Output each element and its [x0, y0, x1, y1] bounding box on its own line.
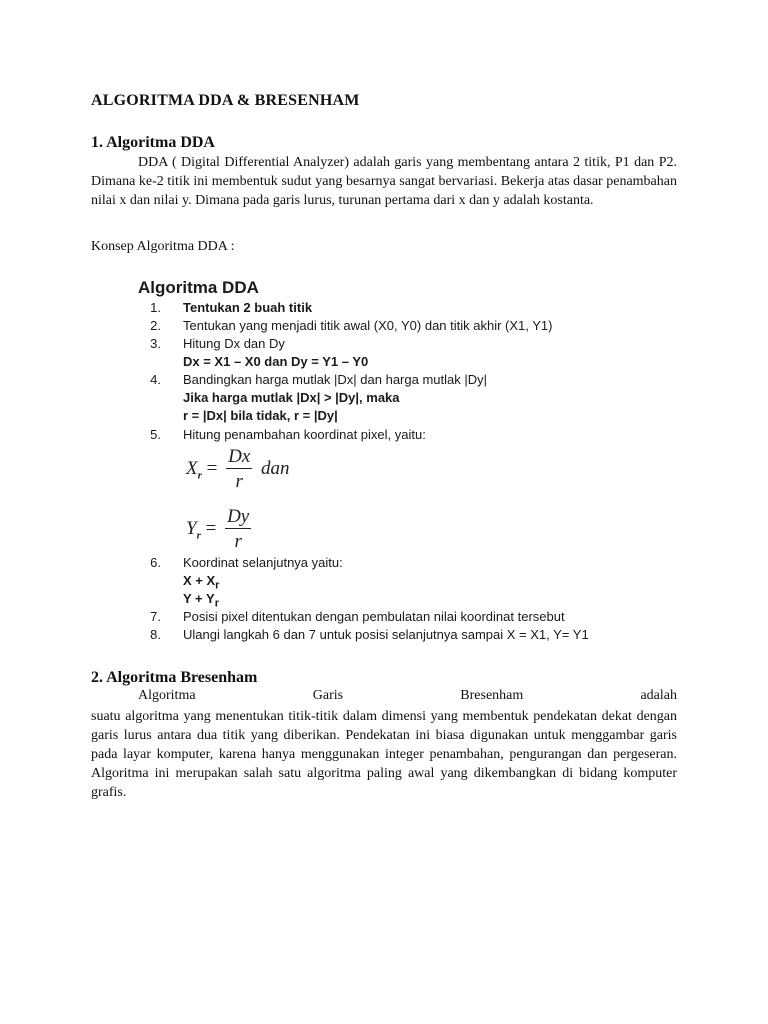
formula-yr-denominator: r: [234, 531, 242, 552]
formula-xr-suffix: dan: [261, 457, 290, 479]
step-2: [136, 318, 552, 333]
step-4: [136, 372, 487, 387]
section1-paragraph: [91, 153, 677, 210]
step-text: Posisi pixel ditentukan dengan pembulatan nilai koordinat tersebut: [183, 609, 565, 624]
step-text: Tentukan yang menjadi titik awal (X0, Y0) dan titik akhir (X1, Y1): [183, 318, 553, 333]
step-4-condition: Jika harga mutlak |Dx| > |Dy|, maka: [183, 390, 400, 405]
step-6-x-text: X + X: [183, 573, 216, 588]
step-text: Hitung Dx dan Dy: [183, 336, 285, 351]
section2-first-line: [91, 688, 677, 704]
section1-paragraph-text: DDA ( Digital Differential Analyzer) adalah garis yang membentang antara 2 titik, P1 dan P2. Dimana ke-2 titik ini membentuk sudut yang besarnya sangat bervariasi. Bekerja atas dasar penambahan nilai x dan nilai y. Dimana pada garis lurus, turunan pertama dari x dan y adalah kostanta.: [91, 155, 677, 208]
dda-algorithm-figure: [136, 278, 636, 648]
word: Bresenham: [460, 688, 524, 703]
formula-xr-subscript: r: [197, 469, 202, 482]
word: Algoritma: [138, 688, 196, 703]
step-8: [136, 627, 589, 642]
step-number: 4.: [150, 372, 161, 387]
step-1: [136, 300, 312, 315]
step-number: 7.: [150, 609, 161, 624]
step-5: [136, 427, 426, 442]
section2-paragraph: suatu algoritma yang menentukan titik-titik dalam dimensi yang membentuk pendekatan dekat dengan garis lurus antara dua titik yang diberikan. Pendekatan ini biasa digunakan untuk menggambar garis pada layar komputer, karena hanya menggunakan integer penambahan, pengurangan dan pergeseran. Algoritma ini merupakan salah satu algoritma paling awal yang dikembangkan di bidang komputer grafis.: [91, 709, 677, 800]
formula-yr-numerator: Dy: [227, 506, 250, 527]
step-number: 3.: [150, 336, 161, 351]
formula-xr-lhs: X: [186, 457, 198, 479]
step-6: [136, 555, 343, 570]
step-number: 8.: [150, 627, 161, 642]
word: Garis: [312, 688, 344, 703]
step-text: Ulangi langkah 6 dan 7 untuk posisi selanjutnya sampai X = X1, Y= Y1: [183, 627, 589, 642]
step-3: [136, 336, 285, 351]
figure-title: Algoritma DDA: [138, 278, 259, 297]
formula-yr-subscript: r: [196, 529, 201, 542]
step-6-y: [183, 591, 219, 610]
step-number: 1.: [150, 300, 161, 315]
step-number: 6.: [150, 555, 161, 570]
step-7: [136, 609, 565, 624]
formula-xr-numerator: Dx: [228, 446, 251, 467]
step-text: Bandingkan harga mutlak |Dx| dan harga mutlak |Dy|: [183, 372, 488, 387]
step-3-formula: Dx = X1 – X0 dan Dy = Y1 – Y0: [183, 354, 369, 369]
step-6-y-subscript: r: [214, 597, 219, 610]
formula-yr: $Y_r$ = $\frac{Dy}{r}$: [186, 506, 250, 552]
section1-heading: 1. Algoritma DDA: [91, 134, 215, 151]
step-number: 2.: [150, 318, 161, 333]
step-number: 5.: [150, 427, 161, 442]
konsep-label: Konsep Algoritma DDA :: [91, 239, 235, 254]
step-6-y-text: Y + Y: [183, 591, 215, 606]
step-4-result: r = |Dx| bila tidak, r = |Dy|: [183, 408, 338, 423]
document-title: ALGORITMA DDA & BRESENHAM: [91, 92, 360, 109]
step-6-x: [183, 573, 219, 592]
formula-xr-denominator: r: [235, 471, 243, 492]
step-6-x-subscript: r: [215, 579, 220, 592]
step-text: Hitung penambahan koordinat pixel, yaitu:: [183, 427, 426, 442]
word: adalah: [640, 688, 677, 703]
formula-yr-lhs: Y: [186, 517, 197, 539]
step-text: Tentukan 2 buah titik: [183, 300, 313, 315]
step-text: Koordinat selanjutnya yaitu:: [183, 555, 343, 570]
section2-heading: 2. Algoritma Bresenham: [91, 669, 258, 686]
formula-xr: $X_r$ = $\frac{Dx}{r}$ dan: [186, 446, 290, 492]
